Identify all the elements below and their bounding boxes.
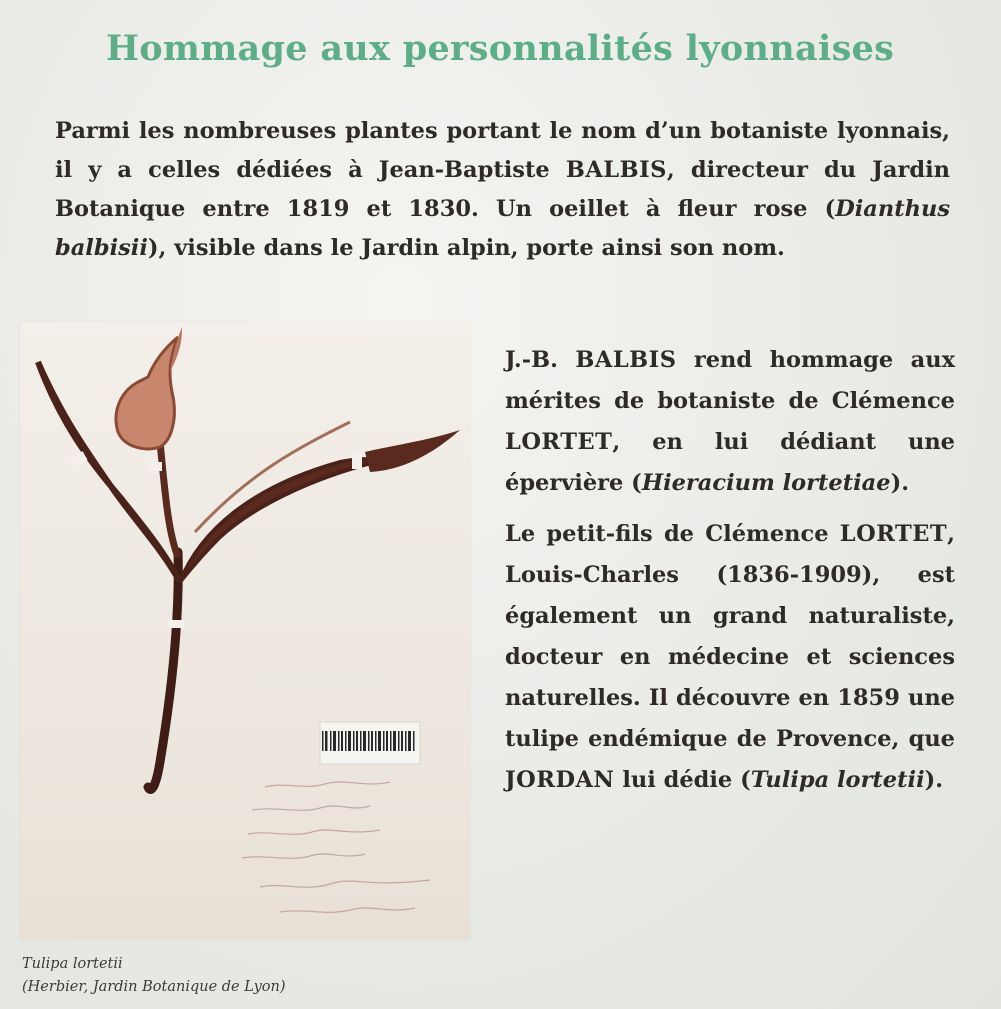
para2-text-3: lui dédie ( xyxy=(614,767,751,793)
body-text xyxy=(505,340,955,811)
page-title: Hommage aux personnalités lyonnaises xyxy=(105,28,895,69)
intro-text-3: ), visible dans le Jardin alpin, porte ainsi son nom. xyxy=(147,235,785,261)
tulip-specimen-drawing xyxy=(20,322,470,940)
intro-text-2: , directeur du Jardin Botanique entre 1819 et 1830. Un oeillet à fleur rose ( xyxy=(55,157,950,222)
para1-text-1: J.-B. xyxy=(505,347,576,373)
para2-text-4: ). xyxy=(924,767,944,793)
intro-paragraph xyxy=(55,112,950,268)
para1-text-4: ). xyxy=(890,470,910,496)
herbarium-specimen-image xyxy=(20,322,470,940)
caption-source: (Herbier, Jardin Botanique de Lyon) xyxy=(22,979,286,995)
image-caption xyxy=(22,953,286,999)
para1-text-3: , en lui dédiant une épervière ( xyxy=(505,429,955,496)
intro-name: BALBIS xyxy=(565,157,667,183)
intro-text-1: Parmi les nombreuses plantes portant le nom d’un botaniste lyonnais, il y a celles dédiées à Jean-Baptiste xyxy=(55,118,950,183)
intro-species: Dianthus balbisii xyxy=(55,196,950,261)
para2-text-2: , Louis-Charles (1836-1909), est également un grand naturaliste, docteur en médecine et sciences naturelles. Il découvre en 1859 une tulipe endémique de Provence, que xyxy=(505,521,955,752)
para1-name-1: BALBIS xyxy=(575,347,677,373)
paragraph-balbis xyxy=(505,340,955,504)
para1-text-2: rend hommage aux mérites de botaniste de Clémence xyxy=(505,347,955,414)
paragraph-lortet xyxy=(505,514,955,801)
para1-name-2: LORTET xyxy=(505,429,613,455)
para1-species: Hieracium lortetiae xyxy=(641,470,891,496)
caption-species: Tulipa lortetii xyxy=(22,956,123,972)
para2-text-1: Le petit-fils de Clémence xyxy=(505,521,840,547)
para2-name-2: JORDAN xyxy=(505,767,615,793)
para2-name-1: LORTET xyxy=(839,521,948,547)
para2-species: Tulipa lortetii xyxy=(750,767,925,793)
